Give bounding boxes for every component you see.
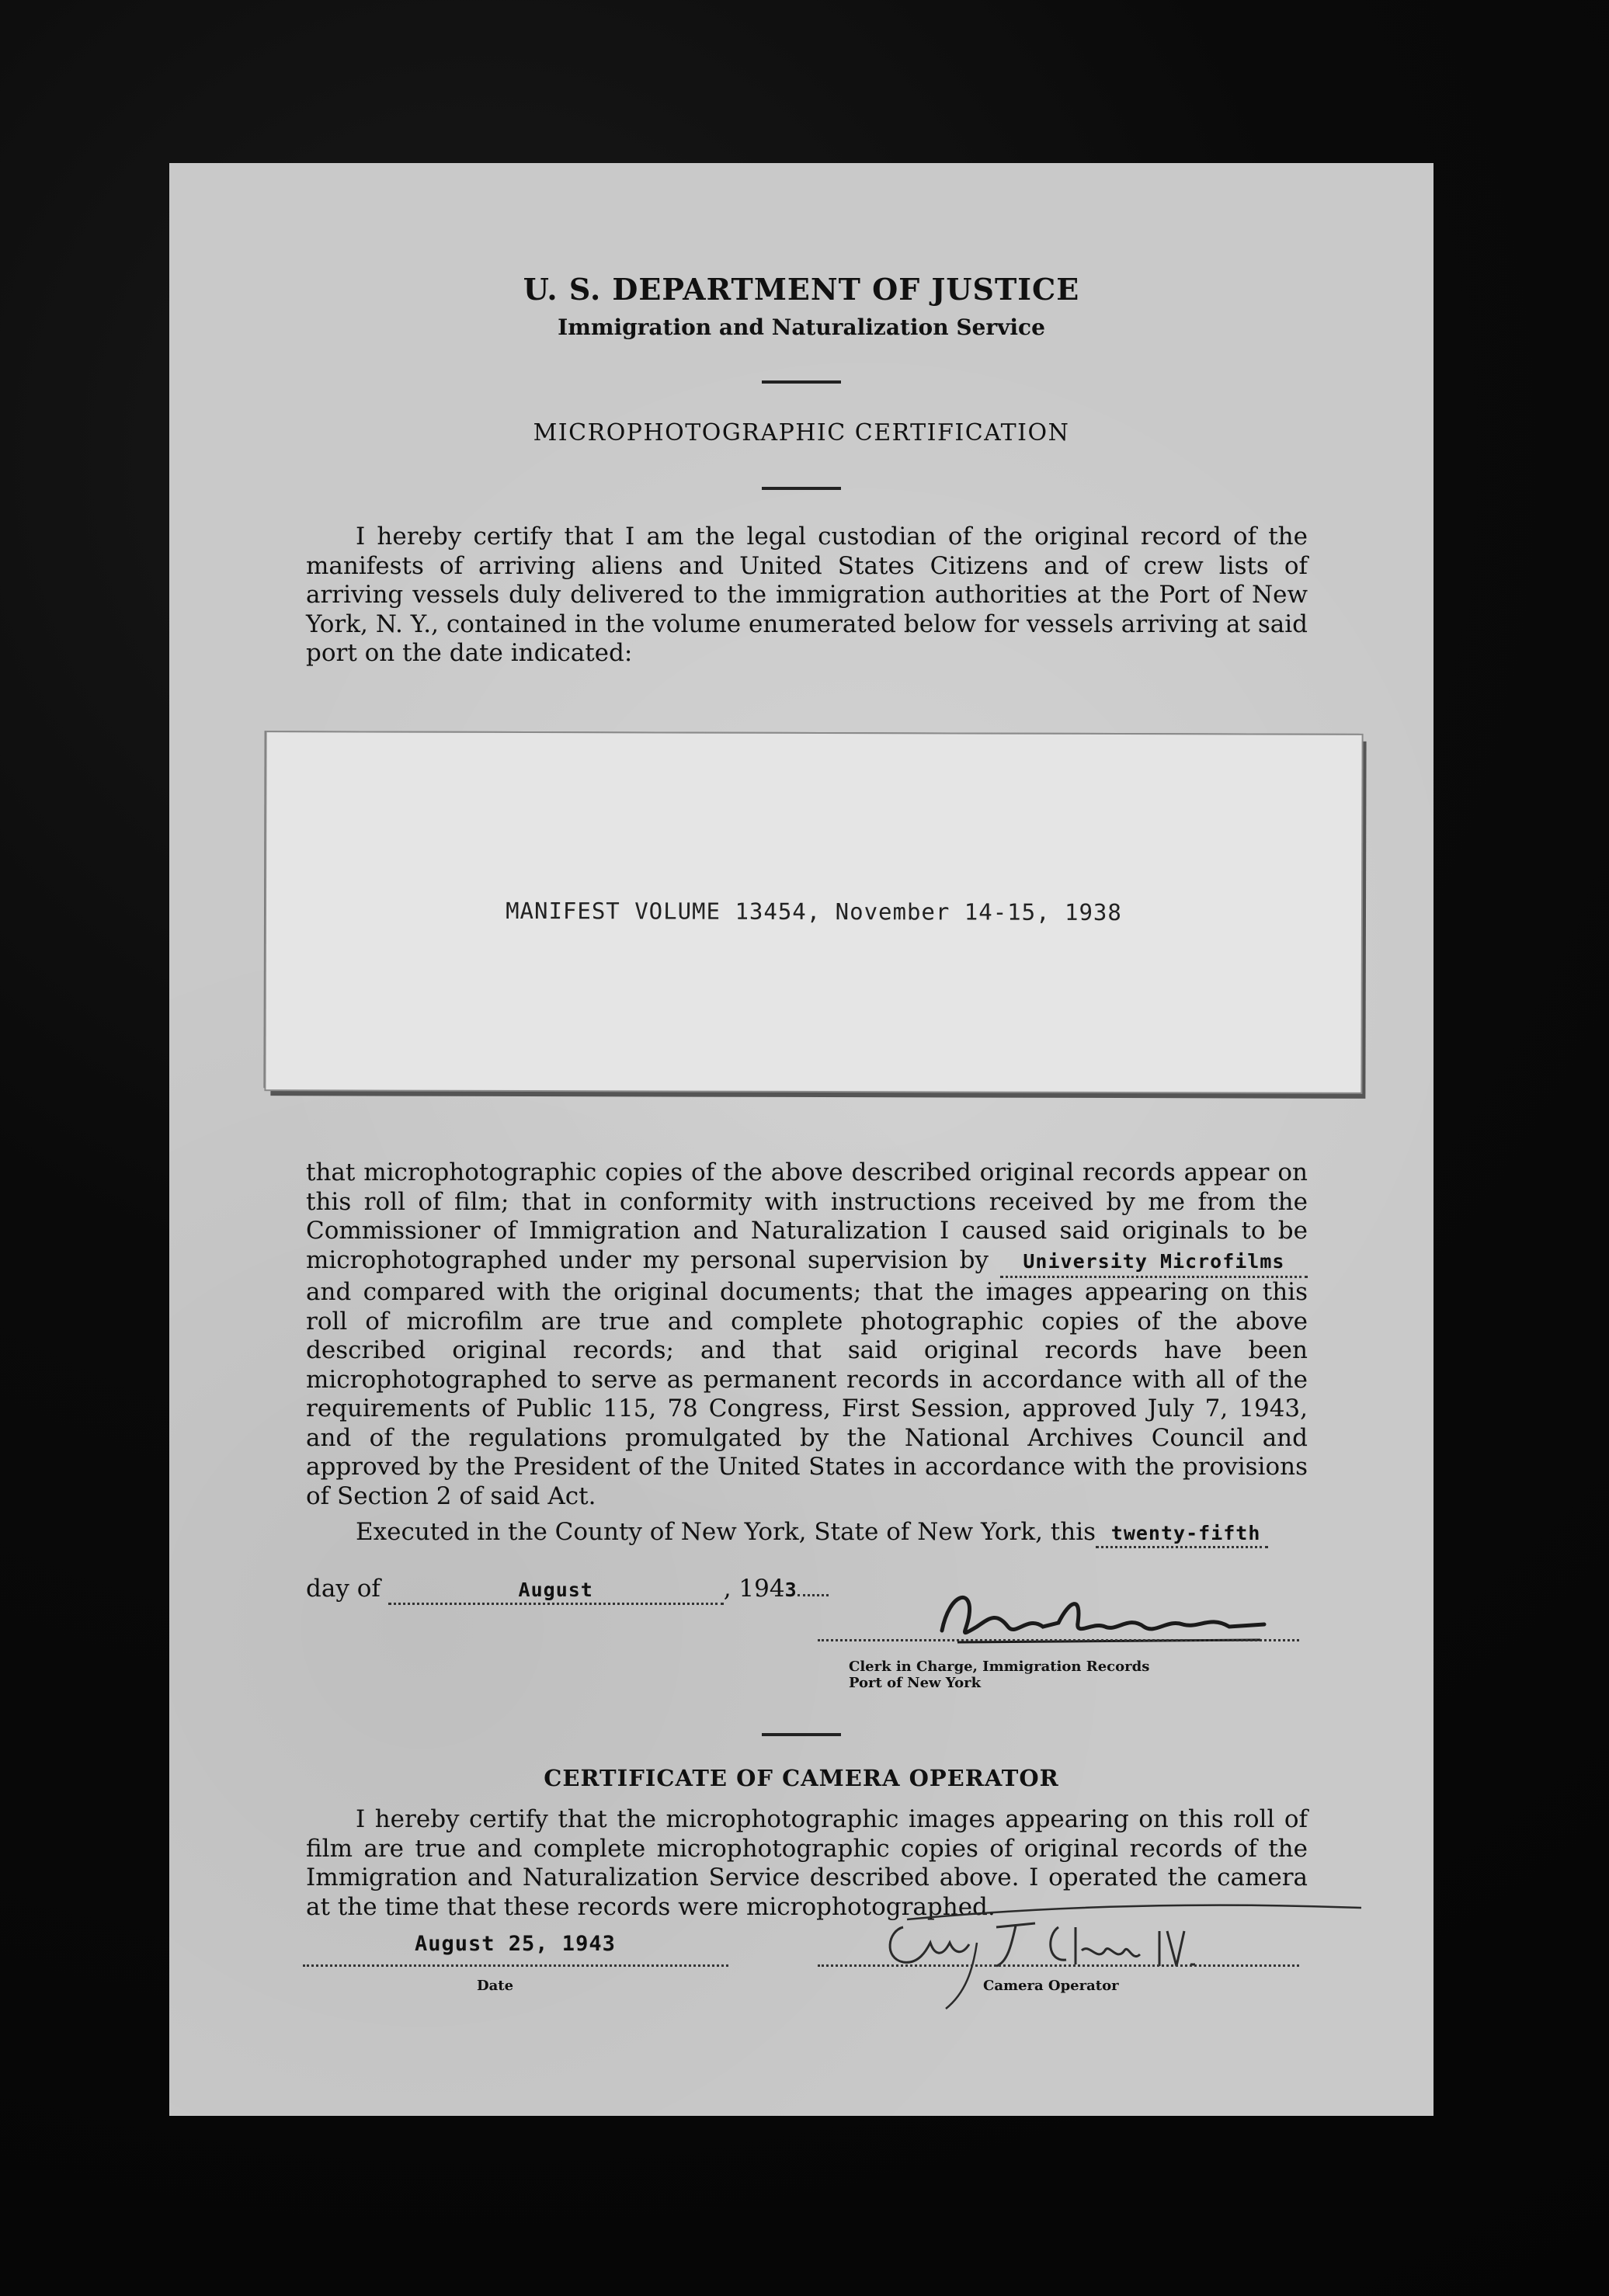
day-ordinal-value: twenty-fifth [1110,1522,1261,1544]
date-value: August 25, 1943 [415,1932,616,1956]
clerk-signature [934,1584,1276,1654]
certification-paragraph: that microphotographic copies of the above described original records appear on this roll of film; that in conformity with instructions received by me from the Commissioner of Immigration and Naturalization I caused said originals to be microphotographed under my personal supervision by University Microfilms and compared with the original documents; that the images appearing on this roll of microfilm are true and complete photographic copies of the above described original records; and that said original records have been microphotographed to serve as permanent records in accordance with all of the requirements of Public 115, 78 Congress, First Session, approved July 7, 1943, and of the regulations promulgated by the National Archives Council and approved by the President of the United States in accordance with the provisions of Section 2 of said Act. [306,1158,1308,1510]
day-ordinal-field [1096,1518,1268,1548]
camera-certificate-paragraph: I hereby certify that the microphotographic images appearing on this roll of film are true and complete microphotographic copies of original records of the Immigration and Naturalization Service described above. I operated the camera at the time that these records were microphotographed. [306,1805,1308,1921]
divider-rule [762,1733,841,1736]
date-line [303,1964,728,1967]
camera-operator-line [818,1964,1299,1967]
divider-rule [762,487,841,490]
camera-certificate-title: CERTIFICATE OF CAMERA OPERATOR [544,1765,1059,1791]
certificate-sheet [169,163,1434,2116]
certification-title: MICROPHOTOGRAPHIC CERTIFICATION [533,419,1070,446]
clerk-signature-line [818,1639,1299,1641]
execution-line: Executed in the County of New York, State of New York, this twenty-fifth [356,1518,1268,1548]
service-subheading: Immigration and Naturalization Service [558,314,1045,340]
year-digit-value: 3 [784,1579,798,1601]
manifest-volume-text: MANIFEST VOLUME 13454, November 14-15, 1938 [506,897,1122,926]
day-of-line: day of August , 1943 [306,1575,829,1605]
clerk-caption: Clerk in Charge, Immigration Records Port of New York [849,1659,1150,1691]
divider-rule [762,380,841,384]
camera-operator-caption: Camera Operator [983,1978,1119,1994]
camera-operator-signature [872,1896,1369,2013]
manifest-card [266,732,1361,1092]
supervisor-value: University Microfilms [1023,1249,1285,1273]
date-caption: Date [477,1978,514,1994]
agency-heading: U. S. DEPARTMENT OF JUSTICE [523,272,1080,307]
month-field [388,1575,724,1605]
supervisor-field [1000,1246,1308,1279]
custodian-paragraph: I hereby certify that I am the legal custodian of the original record of the manifests of arriving aliens and United States Citizens and of crew lists of arriving vessels duly delivered to the immigration authorities at the Port of New York, N. Y., contained in the volume enumerated below for vessels arriving at said port on the date indicated: [306,523,1308,667]
month-value: August [518,1579,593,1601]
